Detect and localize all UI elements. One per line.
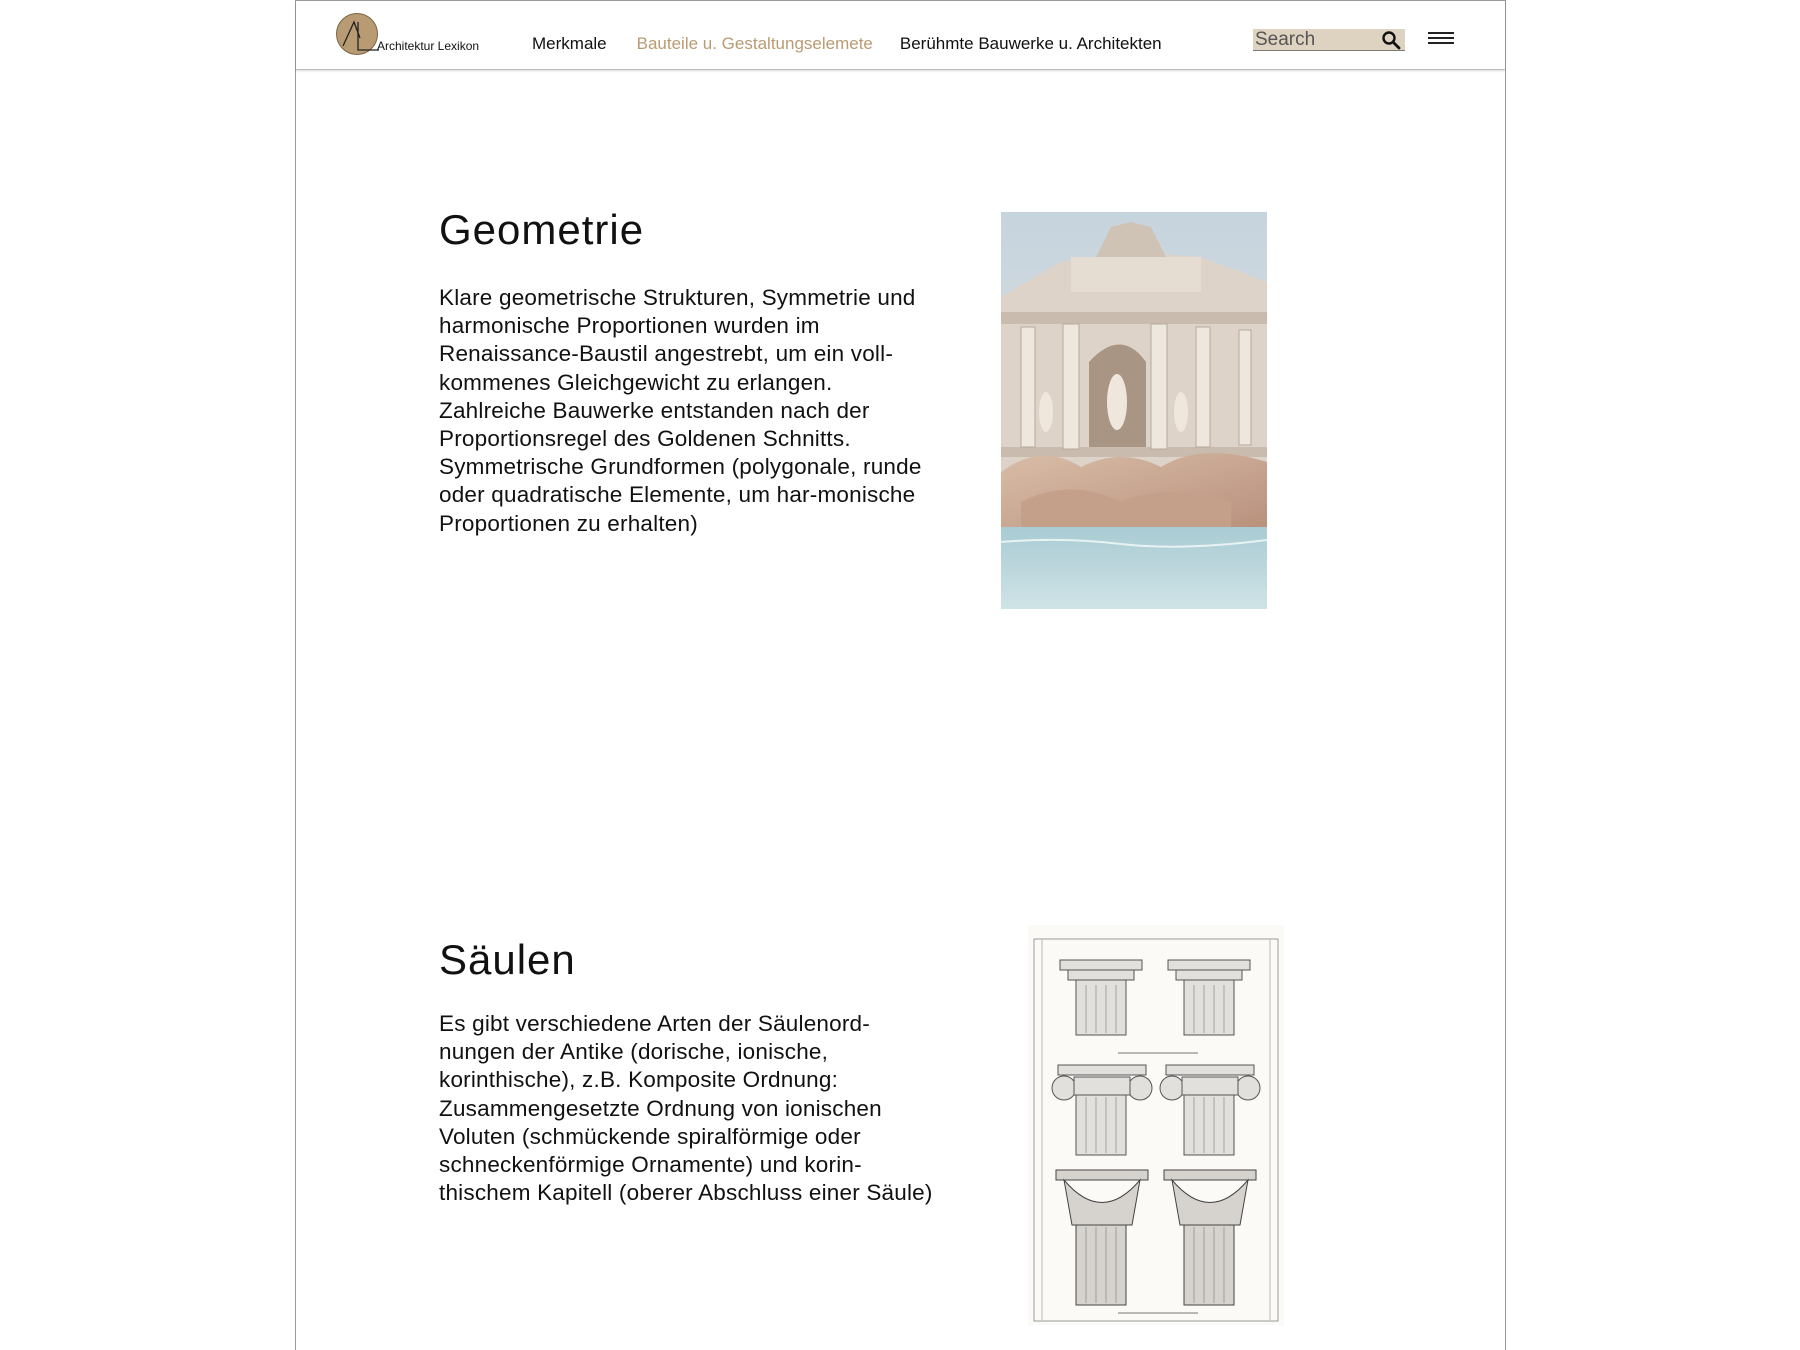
search-input[interactable]	[1255, 29, 1375, 50]
nav-item-merkmale[interactable]: Merkmale	[532, 34, 607, 53]
search-icon[interactable]	[1381, 30, 1401, 50]
nav-item-bauteile[interactable]: Bauteile u. Gestaltungselemete	[636, 34, 873, 53]
section-text-saeulen: Es gibt verschiedene Arten der Säulenord-nungen der Antike (dorische, ionische, korinthische), z.B. Komposite Ordnung: Zusammengesetzte Ordnung von ionischen Voluten (schmückende spiralförmige oder schneckenförmige Ornamente) und korin-thischem Kapitell (oberer Abschluss einer Säule)	[439, 1011, 933, 1206]
nav-item-bauwerke[interactable]: Berühmte Bauwerke u. Architekten	[899, 34, 1162, 53]
trevi-fountain-image	[1001, 212, 1267, 609]
page-frame	[295, 0, 1506, 1350]
hamburger-menu-icon[interactable]	[1428, 32, 1454, 46]
column-orders-engraving-image	[1028, 925, 1284, 1325]
search-box	[1253, 29, 1405, 51]
section-title-saeulen: Säulen	[439, 936, 576, 983]
main-nav	[532, 34, 1162, 54]
logo-text: Architektur Lexikon	[377, 39, 480, 53]
site-logo[interactable]	[336, 13, 496, 57]
site-header	[296, 1, 1505, 70]
section-text-geometrie: Klare geometrische Strukturen, Symmetrie und harmonische Proportionen wurden im Renaissance-Baustil angestrebt, um ein voll-kommenes Gleichgewicht zu erlangen. Zahlreiche Bauwerke entstanden nach der Proportionsregel des Goldenen Schnitts. Symmetrische Grundformen (polygonale, runde oder quadratische Elemente, um har-monische Proportionen zu erhalten)	[439, 285, 922, 536]
logo-mark-icon	[336, 13, 378, 55]
section-title-geometrie: Geometrie	[439, 206, 645, 253]
